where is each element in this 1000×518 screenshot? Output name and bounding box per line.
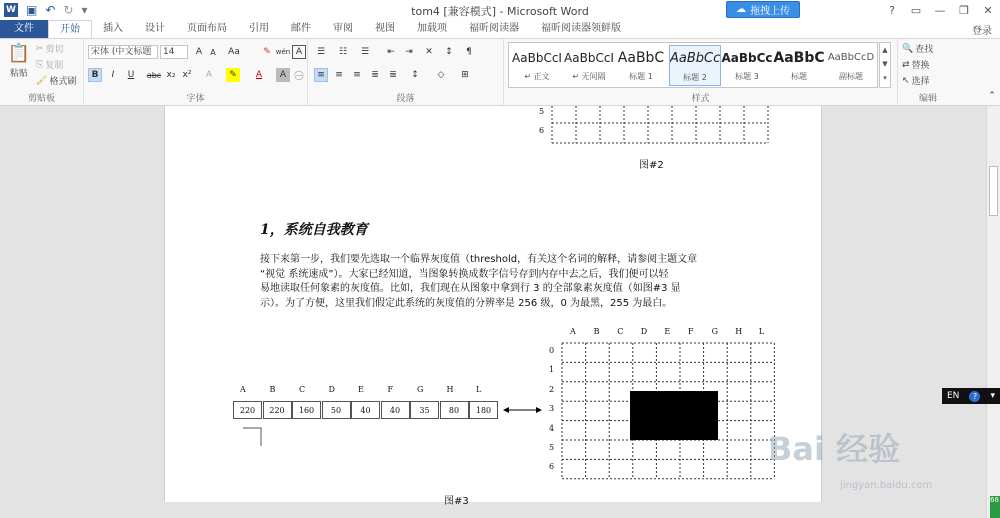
highlight-icon[interactable]: ✎: [226, 68, 240, 82]
help-button[interactable]: ?: [889, 3, 895, 17]
styles-group-label: 样式: [691, 94, 710, 104]
fig3-grid-col-label: F: [688, 327, 694, 336]
fig3-grid-row-label: 3: [549, 404, 555, 414]
clipboard-icon: 📋: [7, 43, 31, 64]
style-heading2[interactable]: AaBbCc 标题 2: [669, 45, 721, 86]
align-right-icon[interactable]: ≡: [353, 70, 361, 80]
tab-review[interactable]: 审阅: [333, 23, 353, 34]
select-button[interactable]: ↖ 选择: [902, 75, 930, 87]
fig3-grid-col-label: E: [664, 327, 671, 336]
fig2-grid: [552, 106, 768, 143]
login-link[interactable]: 登录: [972, 26, 992, 37]
font-size-select[interactable]: 14: [160, 45, 188, 59]
undo-icon[interactable]: ↶: [45, 3, 56, 17]
bullets-icon[interactable]: ☰: [316, 47, 326, 57]
numbering-icon[interactable]: ☷: [338, 47, 348, 57]
replace-icon: ⇄: [902, 59, 910, 70]
ime-menu-icon[interactable]: ▾: [990, 391, 995, 401]
paragraph-line: “视觉 系统速成”）。大家已经知道，当图象转换成数字信号存到内存中去之后，我们便可以轻: [260, 268, 669, 280]
fig3-row-cell: 220: [233, 401, 262, 419]
fig3-grid-col-label: G: [711, 327, 718, 336]
ribbon-display-icon[interactable]: ▭: [910, 3, 922, 17]
change-case-button[interactable]: Aa: [228, 47, 240, 57]
fig3-grid-row-label: 5: [549, 443, 555, 452]
tab-view[interactable]: 视图: [375, 23, 395, 34]
fig3-row-col-label: D: [328, 385, 335, 394]
fig3-grid-col-label: L: [758, 327, 765, 336]
editing-group-label: 编辑: [918, 94, 937, 104]
scrollbar-thumb[interactable]: [989, 166, 998, 216]
baidu-watermark-logo: Bai 经验: [768, 430, 901, 468]
grow-font-button[interactable]: A: [195, 47, 203, 57]
cloud-icon: ☁: [736, 4, 746, 15]
binoculars-icon: 🔍: [902, 43, 914, 54]
font-group-label: 字体: [186, 94, 205, 104]
fig3-grid-col-label: C: [617, 327, 624, 336]
fig3-grid-col-label: B: [593, 327, 600, 336]
italic-button[interactable]: I: [111, 70, 115, 80]
multilevel-list-icon[interactable]: ☰: [360, 47, 370, 57]
fig3-row-cell: 160: [292, 401, 321, 419]
fig2-caption: 图#2: [639, 160, 664, 171]
fig3-grid-row-label: 2: [549, 384, 555, 394]
shading-icon[interactable]: ◇: [437, 70, 445, 80]
style-normal[interactable]: AaBbCcI ↵ 正文: [512, 51, 562, 81]
styles-scroller[interactable]: ▲ ▼ ▾: [879, 42, 891, 88]
style-heading3[interactable]: AaBbCc 标题 3: [721, 51, 773, 81]
copy-button[interactable]: ⎘ 复制: [36, 59, 64, 71]
baidu-watermark-url: jingyan.baidu.com: [840, 480, 933, 491]
fig3-grid-col-label: A: [570, 327, 576, 336]
text-effects-icon[interactable]: A: [205, 70, 213, 80]
corner-badge: 68: [990, 496, 1000, 518]
char-border-icon[interactable]: A: [292, 45, 306, 59]
minimize-icon[interactable]: —: [934, 3, 946, 17]
paragraph-line: 示）。为了方便，这里我们假定此系统的灰度值的分辨率是 256 级，0 为最黑，255 为最白。: [260, 297, 673, 309]
shrink-font-button[interactable]: A: [210, 47, 216, 57]
underline-button[interactable]: U: [127, 70, 135, 80]
fig3-grid-row-label: 0: [549, 346, 555, 355]
line-spacing-icon[interactable]: ↕: [411, 70, 419, 80]
font-color-icon[interactable]: A: [255, 70, 263, 80]
redo-icon[interactable]: ↻: [63, 3, 74, 17]
tab-foxit[interactable]: 福昕阅读器: [469, 23, 519, 34]
fig3-row-col-label: C: [299, 385, 306, 394]
fig3-caption: 图#3: [444, 496, 469, 507]
fig3-grid-col-label: D: [640, 327, 648, 336]
vertical-scrollbar[interactable]: [986, 106, 1000, 518]
word-logo-icon: W: [4, 3, 18, 17]
tab-design[interactable]: 设计: [145, 23, 165, 34]
chinese-layout-icon[interactable]: ✕: [425, 47, 433, 57]
window-title: tom4 [兼容模式] - Microsoft Word: [411, 5, 589, 18]
fig3-row-cell: 50: [322, 401, 351, 419]
fig3-row-col-label: B: [269, 385, 276, 394]
justify-icon[interactable]: ≣: [371, 70, 379, 80]
phonetic-guide-icon[interactable]: wén: [275, 48, 291, 56]
fig3-black-block: [630, 391, 718, 440]
style-subtitle[interactable]: AaBbCcD 副标题: [827, 52, 875, 81]
scissors-icon: ✂: [36, 43, 44, 54]
find-button[interactable]: 🔍 查找: [902, 43, 934, 55]
fig3-row-cell: 40: [351, 401, 380, 419]
fig3-row-col-label: E: [358, 385, 364, 394]
paste-button[interactable]: 📋 粘贴: [7, 43, 31, 79]
restore-icon[interactable]: ❐: [959, 3, 969, 17]
char-shading-icon[interactable]: A: [276, 68, 290, 82]
sort-icon[interactable]: ↕: [445, 47, 453, 57]
fig3-row-cell: 80: [440, 401, 469, 419]
fig3-row-col-label: H: [446, 385, 454, 394]
fig3-grid-row-label: 1: [549, 365, 555, 375]
ime-help-icon[interactable]: ?: [969, 391, 980, 402]
fig3-row-col-label: G: [417, 385, 424, 394]
font-name-select[interactable]: 宋体 (中文标题: [88, 45, 158, 59]
clipboard-group-label: 剪贴板: [27, 94, 55, 104]
upload-button-label: 拖拽上传: [750, 6, 790, 17]
increase-indent-icon[interactable]: ⇥: [405, 47, 413, 57]
tab-mailings[interactable]: 邮件: [291, 23, 311, 34]
format-painter-button[interactable]: 🖌 格式刷: [36, 75, 77, 87]
ime-language-bar[interactable]: [942, 388, 1000, 404]
tab-insert[interactable]: 插入: [103, 23, 123, 34]
fig3-row-col-label: L: [476, 385, 482, 394]
paragraph-line: 易地读取任何象素的灰度值。比如，我们现在从图象中拿到行 3 的全部象素灰度值（如图#3 显: [260, 283, 681, 294]
customize-qat-icon[interactable]: ▾: [81, 3, 88, 17]
fig3-row-cell: 180: [469, 401, 498, 419]
fig2-row-label: 5: [539, 107, 545, 116]
enclose-char-icon[interactable]: ㊀: [294, 71, 304, 82]
clear-format-icon[interactable]: ✎: [263, 47, 271, 57]
row-corner-mark: [243, 428, 261, 446]
ime-language: EN: [947, 391, 960, 401]
superscript-button[interactable]: x²: [182, 70, 192, 80]
subscript-button[interactable]: x₂: [166, 70, 176, 80]
tab-file[interactable]: 文件: [0, 20, 48, 38]
close-icon[interactable]: ✕: [983, 3, 993, 17]
align-left-icon[interactable]: ≡: [314, 68, 328, 82]
brush-icon: 🖌: [36, 75, 48, 86]
tab-references[interactable]: 引用: [249, 23, 269, 34]
style-heading1[interactable]: AaBbC 标题 1: [617, 50, 665, 81]
strikethrough-button[interactable]: abc: [146, 70, 162, 80]
body-paragraph: [260, 253, 725, 311]
fig3-grid-row-label: 4: [549, 423, 555, 433]
paragraph-group-label: 段落: [396, 94, 415, 104]
save-icon[interactable]: ▣: [26, 3, 38, 17]
replace-button[interactable]: ⇄ 替换: [902, 59, 930, 71]
tab-foxit-preview[interactable]: 福昕阅读器领鲜版: [541, 23, 621, 34]
paragraph-line: 接下来第一步，我们要先选取一个临界灰度值（threshold，有关这个名词的解释，请参阅主题文章: [260, 254, 698, 265]
fig3-row-cell: 40: [381, 401, 410, 419]
fig3-row-col-label: F: [387, 385, 394, 394]
style-title[interactable]: AaBbC 标题: [773, 50, 825, 81]
decrease-indent-icon[interactable]: ⇤: [387, 47, 395, 57]
bold-button[interactable]: B: [88, 68, 102, 82]
align-center-icon[interactable]: ≡: [335, 70, 343, 80]
section-heading: 1，系统自我教育: [260, 222, 368, 238]
borders-icon[interactable]: ⊞: [461, 70, 469, 80]
fig3-grid-row-label: 6: [549, 462, 555, 472]
fig3-grid-col-label: H: [735, 327, 743, 336]
fig2-row-label: 6: [539, 126, 545, 135]
tab-layout[interactable]: 页面布局: [187, 23, 227, 34]
fig3-row-cell: 220: [263, 401, 292, 419]
cut-button[interactable]: ✂ 剪切: [36, 43, 64, 55]
fig3-row-col-label: A: [240, 385, 246, 394]
copy-icon: ⎘: [36, 59, 44, 70]
double-arrow-icon: [503, 407, 542, 413]
fig3-row-cell: 35: [410, 401, 439, 419]
style-no-spacing[interactable]: AaBbCcI ↵ 无间隔: [564, 51, 614, 81]
tab-home[interactable]: 开始: [48, 20, 92, 38]
collapse-ribbon-icon[interactable]: ⌃: [988, 91, 996, 101]
tab-addins[interactable]: 加载项: [417, 23, 447, 34]
distributed-icon[interactable]: ≣: [389, 70, 397, 80]
show-marks-icon[interactable]: ¶: [466, 47, 472, 57]
cursor-icon: ↖: [902, 75, 910, 86]
